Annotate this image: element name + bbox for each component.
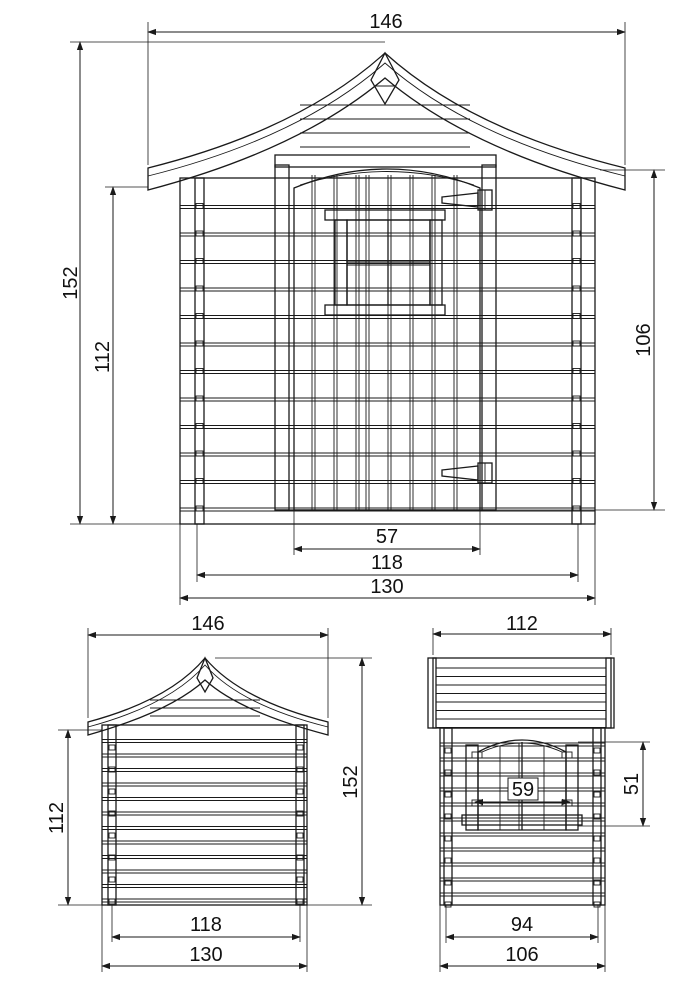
front-right-post	[572, 178, 581, 524]
side-view	[46, 613, 372, 972]
dim-window-width: 59	[511, 779, 535, 801]
bottom-hinge	[442, 463, 492, 483]
gable-boards	[150, 700, 260, 716]
dim-window-height: 51	[621, 772, 643, 796]
dim-front-total-width: 146	[369, 11, 403, 33]
side-wall-boards	[102, 740, 307, 903]
door-frame-right	[482, 165, 496, 510]
dim-front-outer-width: 130	[370, 576, 404, 598]
back-view	[428, 613, 650, 972]
dim-side-outer-width: 130	[189, 944, 223, 966]
roof-boards	[436, 668, 606, 728]
back-roof	[433, 658, 611, 728]
dim-front-total-height: 152	[60, 266, 82, 300]
front-view	[60, 11, 665, 605]
top-hinge	[442, 190, 492, 210]
dim-door-height: 106	[633, 323, 655, 357]
dim-back-roof-width: 112	[506, 613, 538, 635]
dim-side-inner-width: 118	[190, 914, 222, 936]
front-left-post	[195, 178, 204, 524]
door-window	[325, 210, 445, 315]
roof-beam	[275, 155, 496, 167]
dim-side-wall-height: 112	[46, 802, 68, 834]
dim-front-wall-height: 112	[92, 341, 114, 373]
door-planks	[312, 175, 457, 510]
front-dimensions	[60, 11, 665, 605]
dim-front-inner-width: 118	[371, 552, 403, 574]
dim-side-total-width: 146	[191, 613, 225, 635]
dim-side-total-height: 152	[340, 765, 362, 799]
side-roof	[88, 658, 328, 735]
dim-door-width: 57	[375, 526, 399, 548]
gable-boards	[300, 105, 470, 147]
dim-back-outer-width: 106	[505, 944, 539, 966]
door-frame-left	[275, 165, 289, 510]
dim-back-inner-width: 94	[510, 914, 534, 936]
